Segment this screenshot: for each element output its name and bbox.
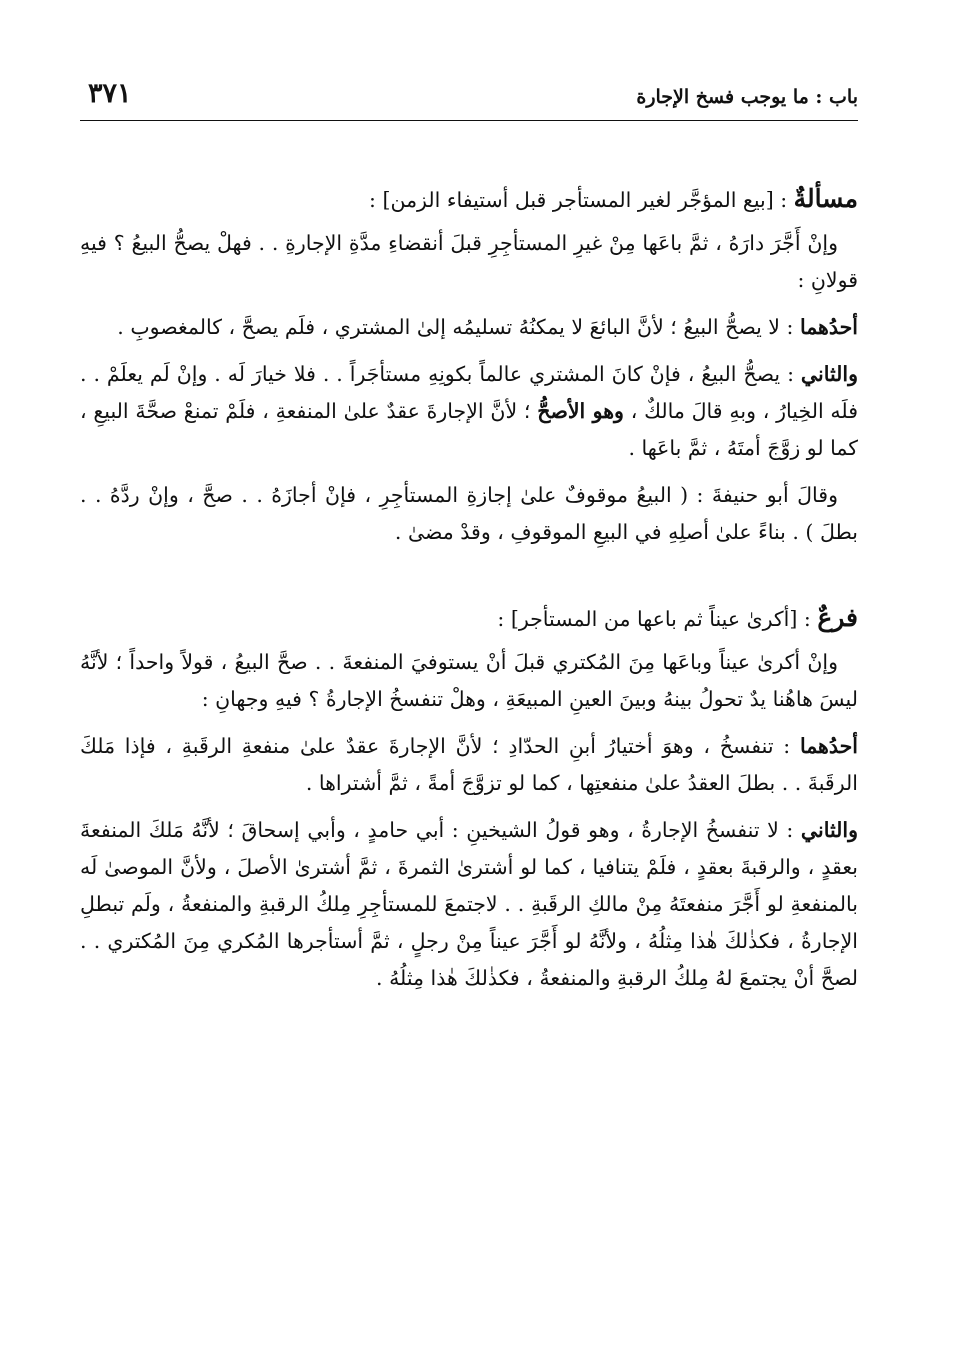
masala-paragraph-4: وقالَ أبو حنيفةَ : ( البيعُ موقوفٌ علىٰ إجازةِ المستأجِرِ ، فإنْ أجازَهُ . . صحَّ ، وإنْ ردَّهُ . . بطلَ ) . بناءً علىٰ أصلِهِ في البيعِ الموقوفِ ، وقدْ مضىٰ .: [80, 483, 858, 544]
masala-paragraph-3: [80, 356, 858, 467]
section-spacer: [80, 561, 858, 599]
far-heading: [80, 599, 858, 638]
masala-keyword: مسألةٌ: [793, 184, 858, 213]
masala-p2-lead: أحدُهما: [799, 315, 858, 339]
page-body: [80, 180, 858, 1007]
far-paragraph-1: وإنْ أكرىٰ عيناً وباعَها مِنَ المُكتري قبلَ أنْ يستوفيَ المنفعةَ . . صحَّ البيعُ ، قولاً واحداً ؛ لأنَّهُ ليسَ هاهُنا يدٌ تحولُ بينهُ وبينَ العينِ المبيعَةِ ، وهلْ تنفسخُ الإجارةُ ؟ فيهِ وجهانِ :: [80, 650, 858, 711]
far-paragraph-3: [80, 812, 858, 997]
far-p2-lead: أحدُهما: [799, 734, 858, 758]
far-p3-text: : لا تنفسخُ الإجارةُ ، وهو قولُ الشيخينِ : أبي حامدٍ ، وأبي إسحاقَ ؛ لأنَّهُ مَلكَ المنفعةَ بعقدٍ ، والرقبةَ بعقدٍ ، فلَمْ يتنافيا ، كما لو أشترىٰ الثمرةَ ، ثمَّ أشترىٰ الأصلَ ، ولأنَّ الموصىٰ لَه بالمنفعةِ لو أَجَّرَ منفعتَهُ مِنْ مالكِ الرقَبةِ . . لاجتمعَ للمستأجِرِ مِلكُ الرقبةِ والمنفعةُ ، ولَم تبطلِ الإجارةُ ، فكذٰلكَ هٰذا مِثلُهُ ، ولأنَّهُ لو أَجَّرَ عيناً مِنْ رجلٍ ، ثمَّ أستأجرها المُكري مِنَ المُكتري . . لصحَّ أنْ يجتمعَ لهُ مِلكُ الرقبةِ والمنفعةُ ، فكذٰلكَ هٰذا مِثلُهُ .: [80, 818, 858, 990]
chapter-title: باب : ما يوجب فسخ الإجارة: [636, 86, 858, 108]
far-p3-lead: والثاني: [800, 818, 858, 842]
page-number: ٣٧١: [88, 78, 132, 109]
masala-p3-emphasis: وهو الأصحُّ: [537, 399, 624, 423]
masala-paragraph-2: [80, 309, 858, 346]
far-paragraph-2: [80, 728, 858, 802]
masala-p3-text-b: ؛ لأنَّ الإجارةَ عقدٌ علىٰ المنفعةِ ، فلَمْ تمنعْ صحَّةَ البيعِ ، كما لو زوَّجَ أمتَهُ ، ثمَّ باعَها .: [80, 399, 858, 460]
page-header: [80, 78, 858, 120]
far-keyword: فرعٌ: [817, 603, 858, 632]
masala-p2-text: : لا يصحُّ البيعُ ؛ لأنَّ البائعَ لا يمكنُهُ تسليمُه إلىٰ المشتري ، فلَم يصحَّ ، كالمغصوبِ .: [117, 315, 800, 339]
far-title: : [أكرىٰ عيناً ثم باعها من المستأجر] :: [497, 607, 818, 631]
far-p2-text: : تنفسخُ ، وهوَ أختيارُ أبنِ الحدّادِ ؛ لأنَّ الإجارةَ عقدٌ علىٰ منفعةِ الرقَبةِ ، فإذا مَلكَ الرقَبةَ . . بطلَ العقدُ علىٰ منفعتِها ، كما لو تزوَّجَ أمةً ، ثمَّ أشتراها .: [80, 734, 858, 795]
masala-paragraph-1: وإنْ أَجَّرَ دارَهُ ، ثمَّ باعَها مِنْ غيرِ المستأجِرِ قبلَ أنقضاءِ مدَّةِ الإجارةِ . . فهلْ يصحُّ البيعُ ؟ فيهِ قولانِ :: [80, 231, 858, 292]
masala-p3-text-a: : يصحُّ البيعُ ، فإنْ كانَ المشتري عالماً بكونِهِ مستأجَراً . . فلا خيارَ لَه . وإنْ لَم يعلَمْ . . فلَه الخِيارُ ، وبهِ قالَ مالكٌ ،: [80, 362, 859, 423]
masala-title: : [بيع المؤجَّر لغير المستأجر قبل أستيفاء الزمن] :: [369, 188, 794, 212]
masala-heading: [80, 180, 858, 219]
header-rule: [80, 120, 858, 121]
masala-p3-lead: والثاني: [800, 362, 858, 386]
